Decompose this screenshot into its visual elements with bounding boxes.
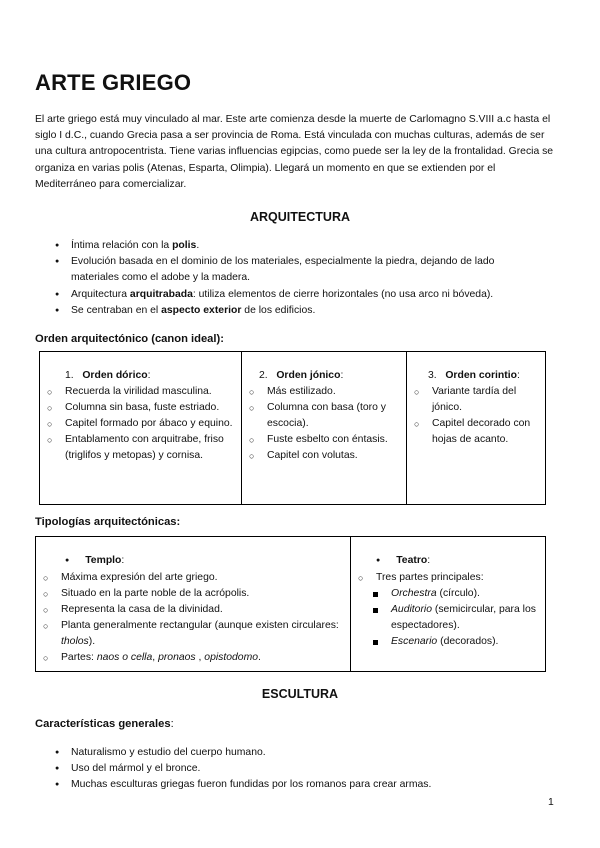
list-item: ○ Capitel decorado con hojas de acanto. [407,416,545,448]
orden-jonico-cell [242,352,407,505]
orden-heading: Orden arquitectónico (canon ideal): [35,333,224,345]
list-item: ○ Capitel con volutas. [242,448,406,464]
list-item: ● Arquitectura arquitrabada: utiliza elementos de cierre horizontales (no usa arco ni bóveda). [35,287,545,303]
list-item: Escenario (decorados). [351,634,545,650]
list-item: ○ Partes: naos o cella, pronaos , opistodomo. [36,650,350,666]
list-item: ● Naturalismo y estudio del cuerpo humano. [35,745,545,761]
list-item: ○ Columna con basa (toro y escocia). [242,400,406,432]
orden-corintio-heading: 3. Orden corintio: [428,370,520,381]
ordenes-table [39,351,546,505]
page-title: ARTE GRIEGO [35,70,192,95]
list-item: ○ Más estilizado. [242,384,406,400]
list-item: ○ Fuste esbelto con éntasis. [242,432,406,448]
templo-heading: ● Templo: [65,555,125,566]
list-item: Orchestra (círculo). [351,586,545,602]
teatro-cell [351,537,546,672]
teatro-sublist [351,586,545,650]
escultura-list [35,745,545,794]
list-item: ○ Columna sin basa, fuste estriado. [40,400,241,416]
arquitectura-list [35,238,545,319]
templo-list [36,570,350,666]
list-item: ○ Planta generalmente rectangular (aunque existen circulares: tholos). [36,618,350,650]
list-item: ○ Máxima expresión del arte griego. [36,570,350,586]
tipologias-heading: Tipologías arquitectónicas: [35,516,181,528]
list-item: ○ Situado en la parte noble de la acrópolis. [36,586,350,602]
orden-corintio-list [407,384,545,448]
list-item: ○ Representa la casa de la divinidad. [36,602,350,618]
tipologias-table [35,536,546,672]
orden-jonico-list [242,384,406,464]
bullet-icon: ● [65,557,70,564]
list-item: ● Uso del mármol y el bronce. [35,761,545,777]
section-heading-escultura: ESCULTURA [261,687,339,701]
orden-corintio-cell [407,352,546,505]
list-item: ● Íntima relación con la polis. [35,238,545,254]
bullet-icon: ● [376,557,381,564]
page-number: 1 [548,797,554,808]
list-item: ● Muchas esculturas griegas fueron fundidas por los romanos para crear armas. [35,777,545,793]
orden-jonico-heading: 2. Orden jónico: [259,370,344,381]
teatro-list [351,570,545,586]
section-heading-arquitectura: ARQUITECTURA [250,210,350,224]
list-item: Auditorio (semicircular, para los espectadores). [351,602,545,634]
teatro-heading: ● Teatro: [376,555,431,566]
list-item: ○ Capitel formado por ábaco y equino. [40,416,241,432]
orden-dorico-cell [40,352,242,505]
list-item: ● Se centraban en el aspecto exterior de los edificios. [35,303,545,319]
list-item: ○ Variante tardía del jónico. [407,384,545,416]
list-item: ○ Recuerda la virilidad masculina. [40,384,241,400]
caracteristicas-heading: Características generales: [35,718,174,730]
orden-dorico-list [40,384,241,464]
intro-paragraph: El arte griego está muy vinculado al mar. Este arte comienza desde la muerte de Carlomagno S.VIII a.c hasta el siglo I d.C., cuando Grecia pasa a ser provincia de Roma. Está vinculada con muchas culturas, además de ser una cultura antropocentrista. Tiene varias influencias egipcias, como puede ser la ley de la frontalidad. Grecia se organiza en varias polis (Atenas, Esparta, Olimpia). Llegará un momento en que se extienden por el Mediterráneo para comercializar. [35,114,554,190]
templo-cell [36,537,351,672]
orden-dorico-heading: 1. Orden dórico: [65,370,151,381]
list-item: ● Evolución basada en el dominio de los materiales, especialmente la piedra, dejando de lado materiales como el adobe y la madera. [35,254,545,286]
list-item: ○ Tres partes principales: [351,570,545,586]
list-item: ○ Entablamento con arquitrabe, friso (triglifos y metopas) y cornisa. [40,432,241,464]
